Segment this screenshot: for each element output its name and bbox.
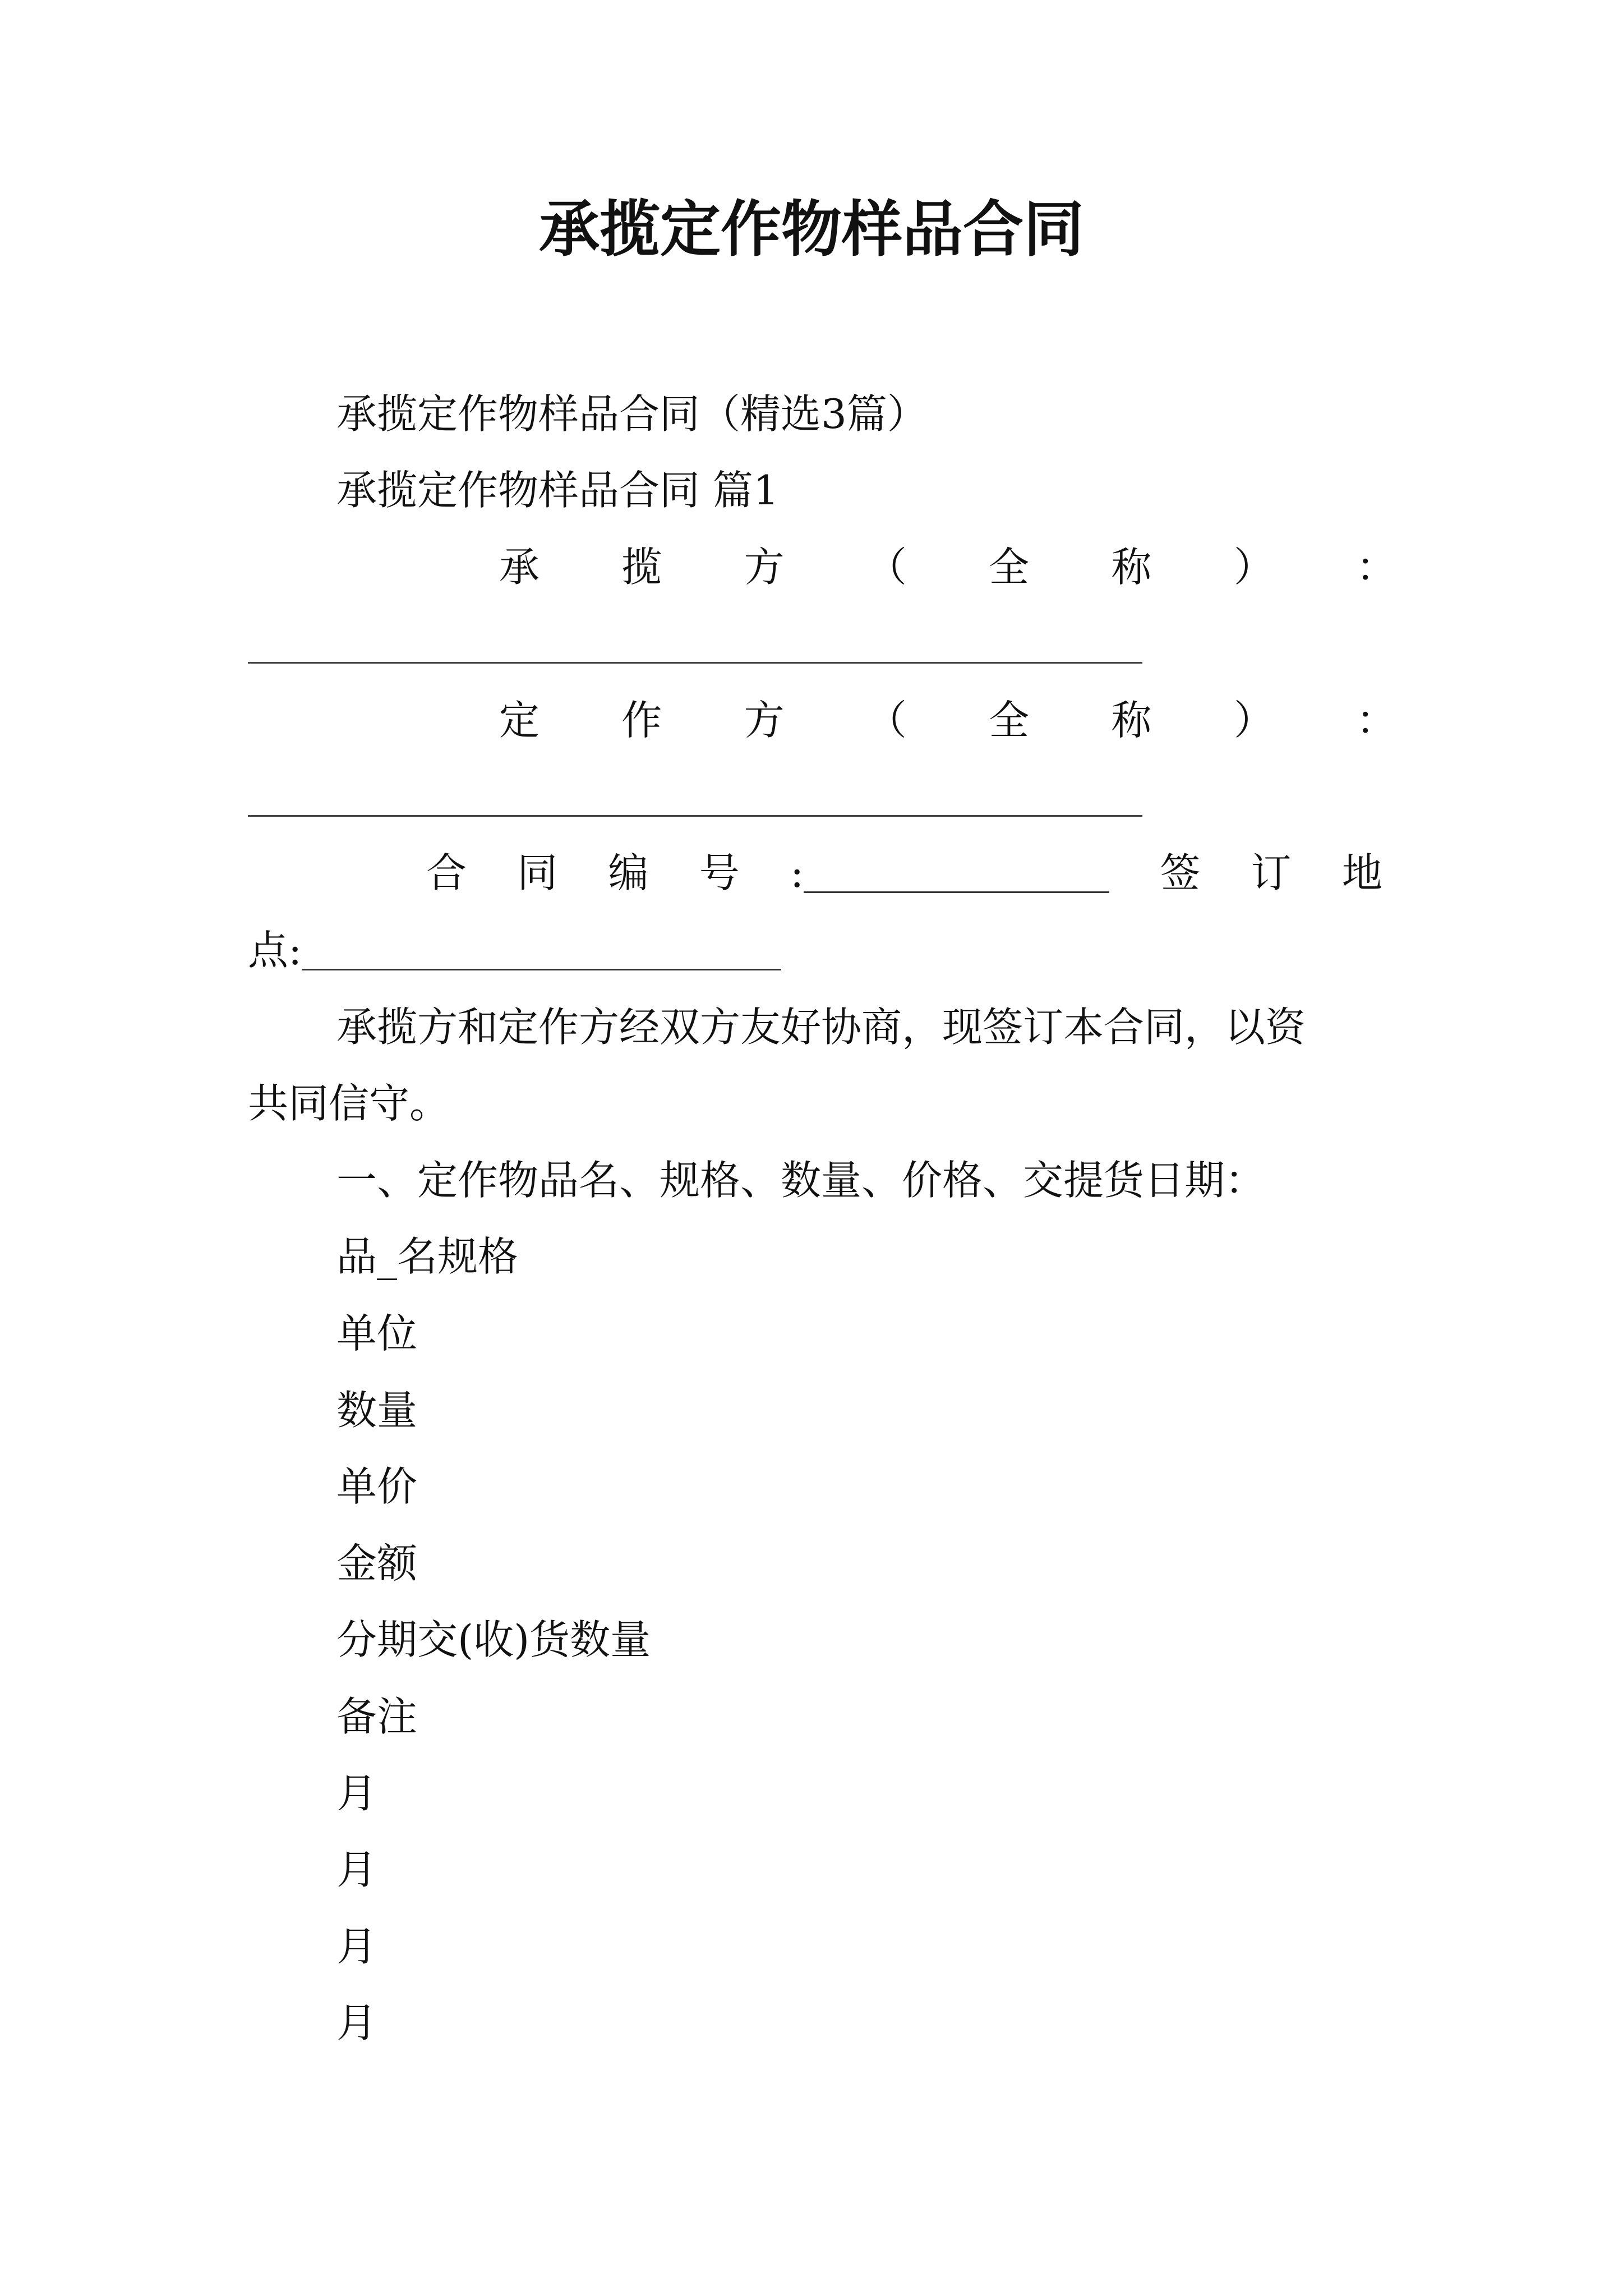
field-quantity: 数量 (336, 1387, 418, 1434)
field-unit: 单位 (336, 1310, 418, 1357)
field-installment-quantity: 分期交(收)货数量 (336, 1616, 651, 1663)
field-remarks: 备注 (336, 1693, 418, 1740)
field-month: 月 (336, 1999, 377, 2046)
signing-place-blank[interactable] (302, 934, 781, 970)
signing-place-label: 点: (248, 927, 302, 974)
section-heading: 承揽定作物样品合同 篇1 (336, 467, 779, 514)
contract-number-field: : (790, 853, 1109, 893)
clause-one-heading: 一、定作物品名、规格、数量、价格、交提货日期： (336, 1157, 1266, 1204)
agreement-text-line-1: 承揽方和定作方经双方友好协商，现签订本合同，以资 (336, 1004, 1306, 1051)
agreement-text-line-2: 共同信守。 (248, 1080, 450, 1127)
field-product-name: 品_名规格 (336, 1233, 519, 1280)
document-title: 承揽定作物样品合同 (538, 194, 1084, 265)
field-month: 月 (336, 1770, 377, 1817)
contract-number-blank[interactable] (804, 857, 1109, 893)
field-unit-price: 单价 (336, 1463, 418, 1510)
field-month: 月 (336, 1846, 377, 1893)
contractor-party-label: 承 揽 方 （ 全 称 ） ： (499, 544, 1396, 591)
field-month: 月 (336, 1923, 377, 1970)
contractor-name-blank[interactable] (248, 662, 1142, 664)
contract-number-row: 合 同 编 号 : 签 订 地 (426, 849, 1382, 896)
signing-place-row (248, 927, 781, 974)
orderer-party-label: 定 作 方 （ 全 称 ） ： (499, 697, 1396, 744)
orderer-name-blank[interactable] (248, 815, 1142, 817)
subtitle: 承揽定作物样品合同（精选3篇） (336, 390, 928, 438)
field-amount: 金额 (336, 1540, 418, 1587)
